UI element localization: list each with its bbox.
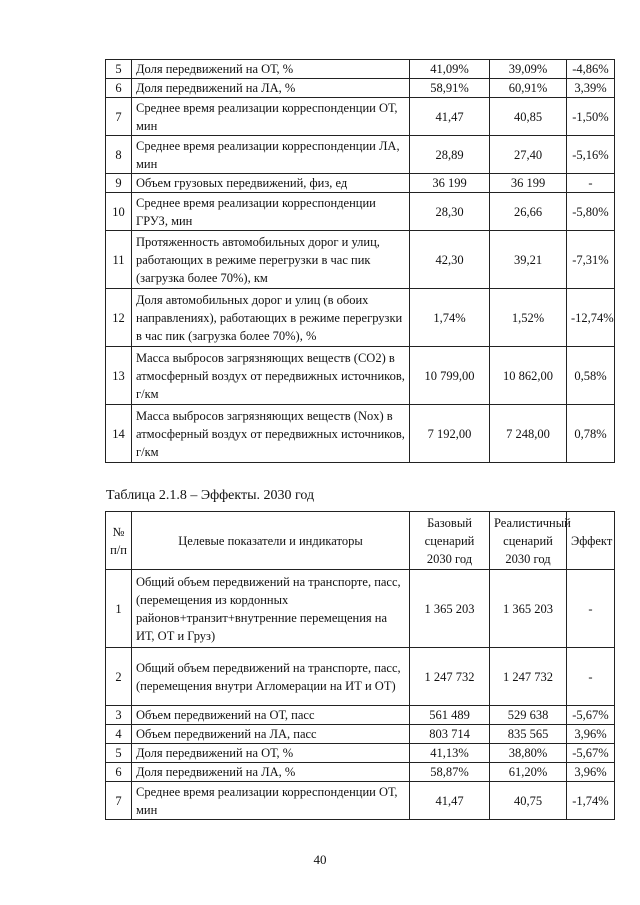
row-number: 7 [106,98,132,136]
table2-body [106,570,615,820]
effect-value: - [567,570,615,648]
row-number: 5 [106,60,132,79]
table-row [106,570,615,648]
effect-value: -12,74% [567,289,615,347]
table-row [106,763,615,782]
row-number: 11 [106,231,132,289]
realistic-scenario-value: 40,85 [490,98,567,136]
row-number: 3 [106,706,132,725]
effect-value: -4,86% [567,60,615,79]
table-row [106,193,615,231]
base-scenario-value: 803 714 [410,725,490,744]
base-scenario-value: 561 489 [410,706,490,725]
row-number: 6 [106,763,132,782]
effect-value: -5,80% [567,193,615,231]
effect-value: -5,16% [567,136,615,174]
indicator-name: Среднее время реализации корреспонденции ОТ, мин [132,98,410,136]
table-row [106,706,615,725]
indicator-name: Протяженность автомобильных дорог и улиц, работающих в режиме перегрузки в час пик (загрузка более 70%), км [132,231,410,289]
row-number: 13 [106,347,132,405]
realistic-scenario-value: 10 862,00 [490,347,567,405]
indicator-name: Доля автомобильных дорог и улиц (в обоих направлениях), работающих в режиме перегрузки в час пик (загрузка более 70%), % [132,289,410,347]
effect-value: - [567,174,615,193]
indicator-name: Объем передвижений на ЛА, пасс [132,725,410,744]
row-number: 7 [106,782,132,820]
base-scenario-value: 7 192,00 [410,405,490,463]
header-realistic-scenario: Реалистичный сценарий 2030 год [490,512,567,570]
effect-value: -7,31% [567,231,615,289]
effects-2030-table [105,511,615,820]
header-number: № п/п [106,512,132,570]
realistic-scenario-value: 60,91% [490,79,567,98]
base-scenario-value: 36 199 [410,174,490,193]
base-scenario-value: 58,91% [410,79,490,98]
table-row [106,98,615,136]
header-indicator: Целевые показатели и индикаторы [132,512,410,570]
page-number: 40 [313,852,327,867]
table-row [106,782,615,820]
indicator-name: Масса выбросов загрязняющих веществ (СО2) в атмосферный воздух от передвижных источников, г/км [132,347,410,405]
base-scenario-value: 28,89 [410,136,490,174]
realistic-scenario-value: 835 565 [490,725,567,744]
effect-value: -1,74% [567,782,615,820]
realistic-scenario-value: 1 365 203 [490,570,567,648]
effect-value: 0,58% [567,347,615,405]
indicator-name: Среднее время реализации корреспонденции ОТ, мин [132,782,410,820]
row-number: 2 [106,648,132,706]
realistic-scenario-value: 26,66 [490,193,567,231]
realistic-scenario-value: 36 199 [490,174,567,193]
realistic-scenario-value: 40,75 [490,782,567,820]
row-number: 12 [106,289,132,347]
indicators-table-continued [105,59,615,463]
base-scenario-value: 58,87% [410,763,490,782]
base-scenario-value: 41,47 [410,98,490,136]
indicator-name: Доля передвижений на ЛА, % [132,79,410,98]
table-row [106,648,615,706]
effect-value: 3,39% [567,79,615,98]
table-row [106,347,615,405]
base-scenario-value: 28,30 [410,193,490,231]
indicator-name: Среднее время реализации корреспонденции ЛА, мин [132,136,410,174]
row-number: 4 [106,725,132,744]
row-number: 10 [106,193,132,231]
row-number: 14 [106,405,132,463]
row-number: 9 [106,174,132,193]
header-effect: Эффект [567,512,615,570]
base-scenario-value: 41,13% [410,744,490,763]
effect-value: 3,96% [567,725,615,744]
table-caption: Таблица 2.1.8 – Эффекты. 2030 год [106,488,315,503]
base-scenario-value: 42,30 [410,231,490,289]
realistic-scenario-value: 7 248,00 [490,405,567,463]
table-row [106,60,615,79]
indicator-name: Масса выбросов загрязняющих веществ (Nox) в атмосферный воздух от передвижных источников, г/км [132,405,410,463]
table1-body [106,60,615,463]
indicator-name: Объем грузовых передвижений, физ, ед [132,174,410,193]
effect-value: 3,96% [567,763,615,782]
realistic-scenario-value: 39,21 [490,231,567,289]
effect-value: -1,50% [567,98,615,136]
indicator-name: Доля передвижений на ОТ, % [132,744,410,763]
effect-value: -5,67% [567,744,615,763]
table-row [106,136,615,174]
effect-value: 0,78% [567,405,615,463]
realistic-scenario-value: 1 247 732 [490,648,567,706]
row-number: 1 [106,570,132,648]
table-row [106,405,615,463]
base-scenario-value: 41,09% [410,60,490,79]
realistic-scenario-value: 1,52% [490,289,567,347]
header-base-scenario: Базовый сценарий 2030 год [410,512,490,570]
table-row [106,744,615,763]
row-number: 5 [106,744,132,763]
table-row [106,174,615,193]
table-row [106,231,615,289]
indicator-name: Доля передвижений на ЛА, % [132,763,410,782]
effect-value: -5,67% [567,706,615,725]
indicator-name: Объем передвижений на ОТ, пасс [132,706,410,725]
row-number: 6 [106,79,132,98]
table-row [106,725,615,744]
base-scenario-value: 1,74% [410,289,490,347]
realistic-scenario-value: 39,09% [490,60,567,79]
row-number: 8 [106,136,132,174]
base-scenario-value: 41,47 [410,782,490,820]
table-row [106,289,615,347]
indicator-name: Общий объем передвижений на транспорте, пасс, (перемещения из кордонных районов+транзит+внутренние перемещения на ИТ, ОТ и Груз) [132,570,410,648]
base-scenario-value: 1 365 203 [410,570,490,648]
table2-header [106,512,615,570]
indicator-name: Среднее время реализации корреспонденции ГРУЗ, мин [132,193,410,231]
realistic-scenario-value: 61,20% [490,763,567,782]
base-scenario-value: 1 247 732 [410,648,490,706]
realistic-scenario-value: 529 638 [490,706,567,725]
base-scenario-value: 10 799,00 [410,347,490,405]
realistic-scenario-value: 38,80% [490,744,567,763]
table-row [106,79,615,98]
header-row [106,512,615,570]
realistic-scenario-value: 27,40 [490,136,567,174]
indicator-name: Доля передвижений на ОТ, % [132,60,410,79]
indicator-name: Общий объем передвижений на транспорте, пасс, (перемещения внутри Агломерации на ИТ и ОТ) [132,648,410,706]
effect-value: - [567,648,615,706]
